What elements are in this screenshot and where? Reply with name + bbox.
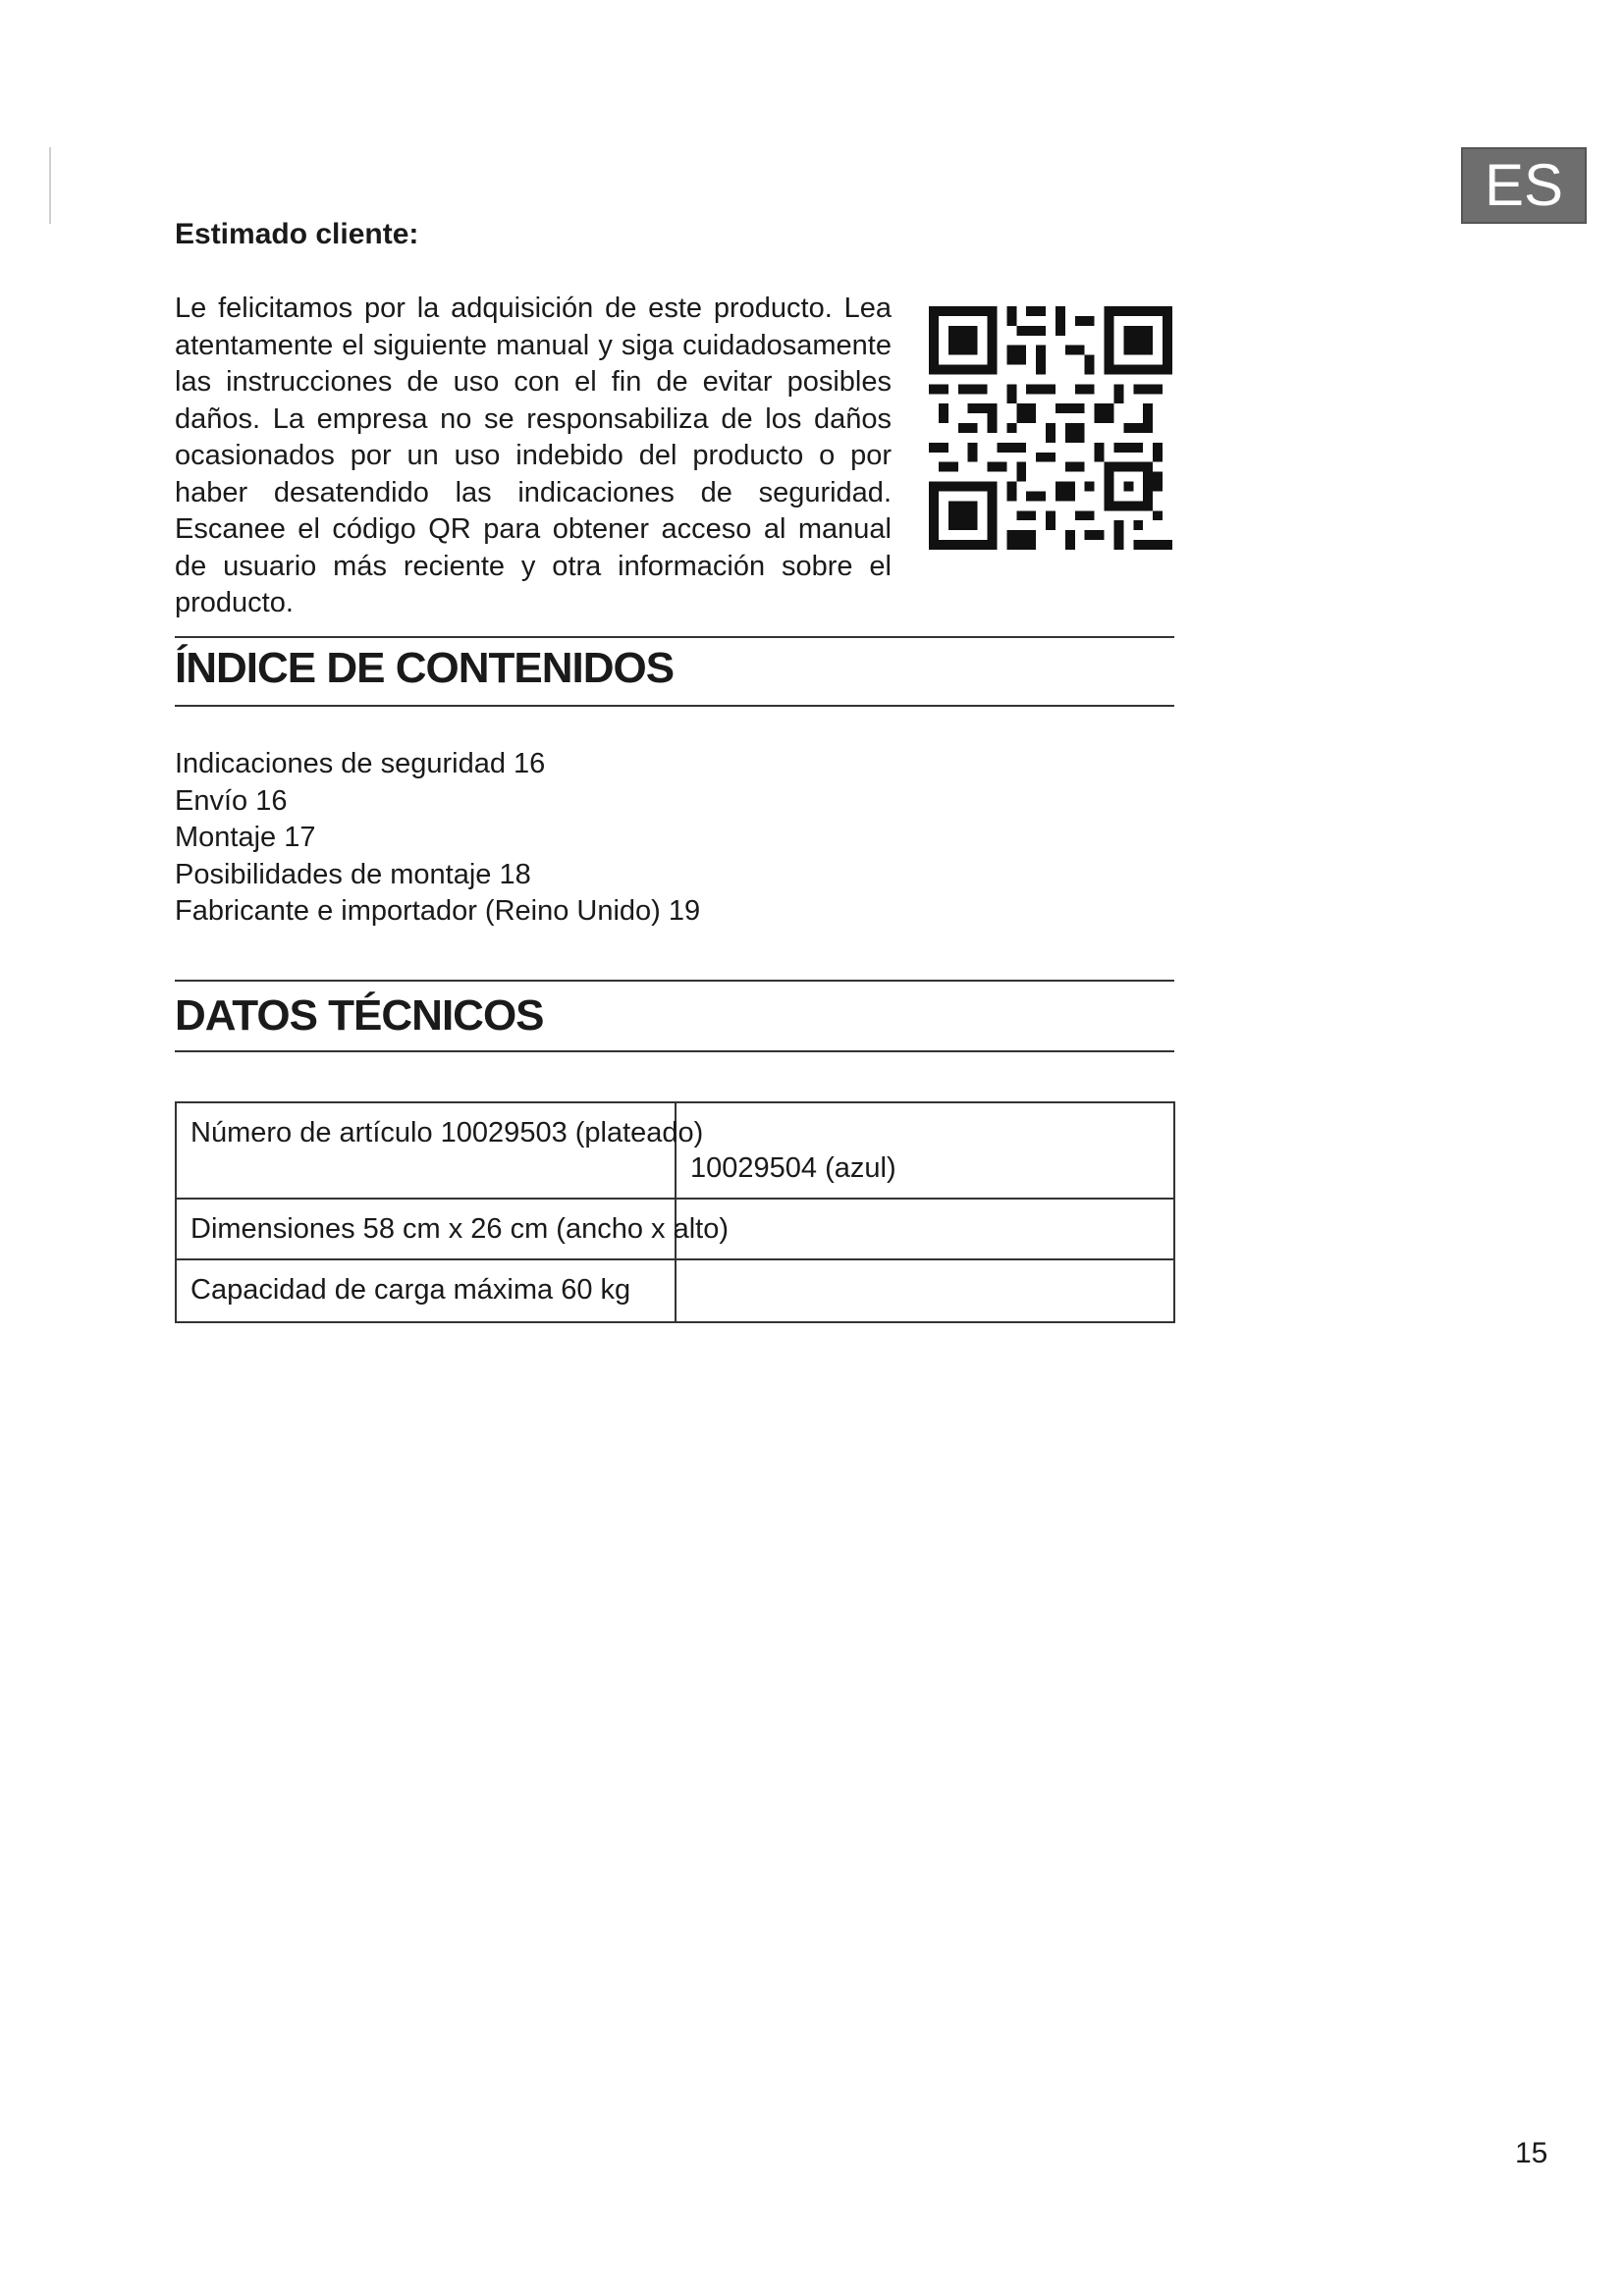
table-row — [176, 1259, 1174, 1322]
spec-label: Dimensiones 58 cm x 26 cm (ancho x alto) — [190, 1213, 729, 1245]
table-cell-label — [176, 1199, 729, 1259]
specs-heading: DATOS TÉCNICOS — [175, 991, 544, 1040]
table-cell-value — [676, 1199, 1174, 1259]
language-badge: ES — [1461, 147, 1587, 224]
toc-rule-top — [175, 636, 1174, 638]
specs-rule-top — [175, 980, 1174, 982]
toc-item: Indicaciones de seguridad 16 — [175, 748, 546, 779]
page-number: 15 — [1515, 2137, 1548, 2169]
table-cell-label — [176, 1102, 704, 1199]
intro-paragraph: Le felicitamos por la adquisición de este producto. Lea atentamente el siguiente manual y siga cuidadosamente las instrucciones de uso con el fin de evitar posibles daños. La empresa no se responsabiliza de los daños ocasionados por un uso indebido del producto o por haber desatendido las indicaciones de seguridad. Escanee el código QR para obtener acceso al manual de usuario más reciente y otra información sobre el producto. — [175, 293, 892, 618]
specs-rule-bottom — [175, 1050, 1174, 1052]
table-row — [176, 1102, 1174, 1199]
toc-rule-bottom — [175, 705, 1174, 707]
greeting: Estimado cliente: — [175, 218, 419, 250]
toc-item: Fabricante e importador (Reino Unido) 19 — [175, 895, 701, 927]
spec-label: Número de artículo 10029503 (plateado) — [190, 1117, 704, 1148]
toc-item: Posibilidades de montaje 18 — [175, 858, 531, 890]
spec-value: 10029504 (azul) — [690, 1152, 896, 1184]
table-row — [176, 1199, 1174, 1259]
toc-list — [175, 746, 700, 931]
toc-heading: ÍNDICE DE CONTENIDOS — [175, 644, 675, 692]
qr-code-icon — [929, 306, 1172, 550]
specs-table — [175, 1101, 1175, 1323]
toc-item: Envío 16 — [175, 784, 288, 817]
toc-item: Montaje 17 — [175, 822, 316, 853]
table-cell-label — [176, 1259, 676, 1322]
margin-line — [49, 147, 51, 224]
table-cell-value — [676, 1259, 1174, 1322]
spec-label: Capacidad de carga máxima 60 kg — [190, 1274, 631, 1306]
table-cell-value — [676, 1102, 1174, 1199]
